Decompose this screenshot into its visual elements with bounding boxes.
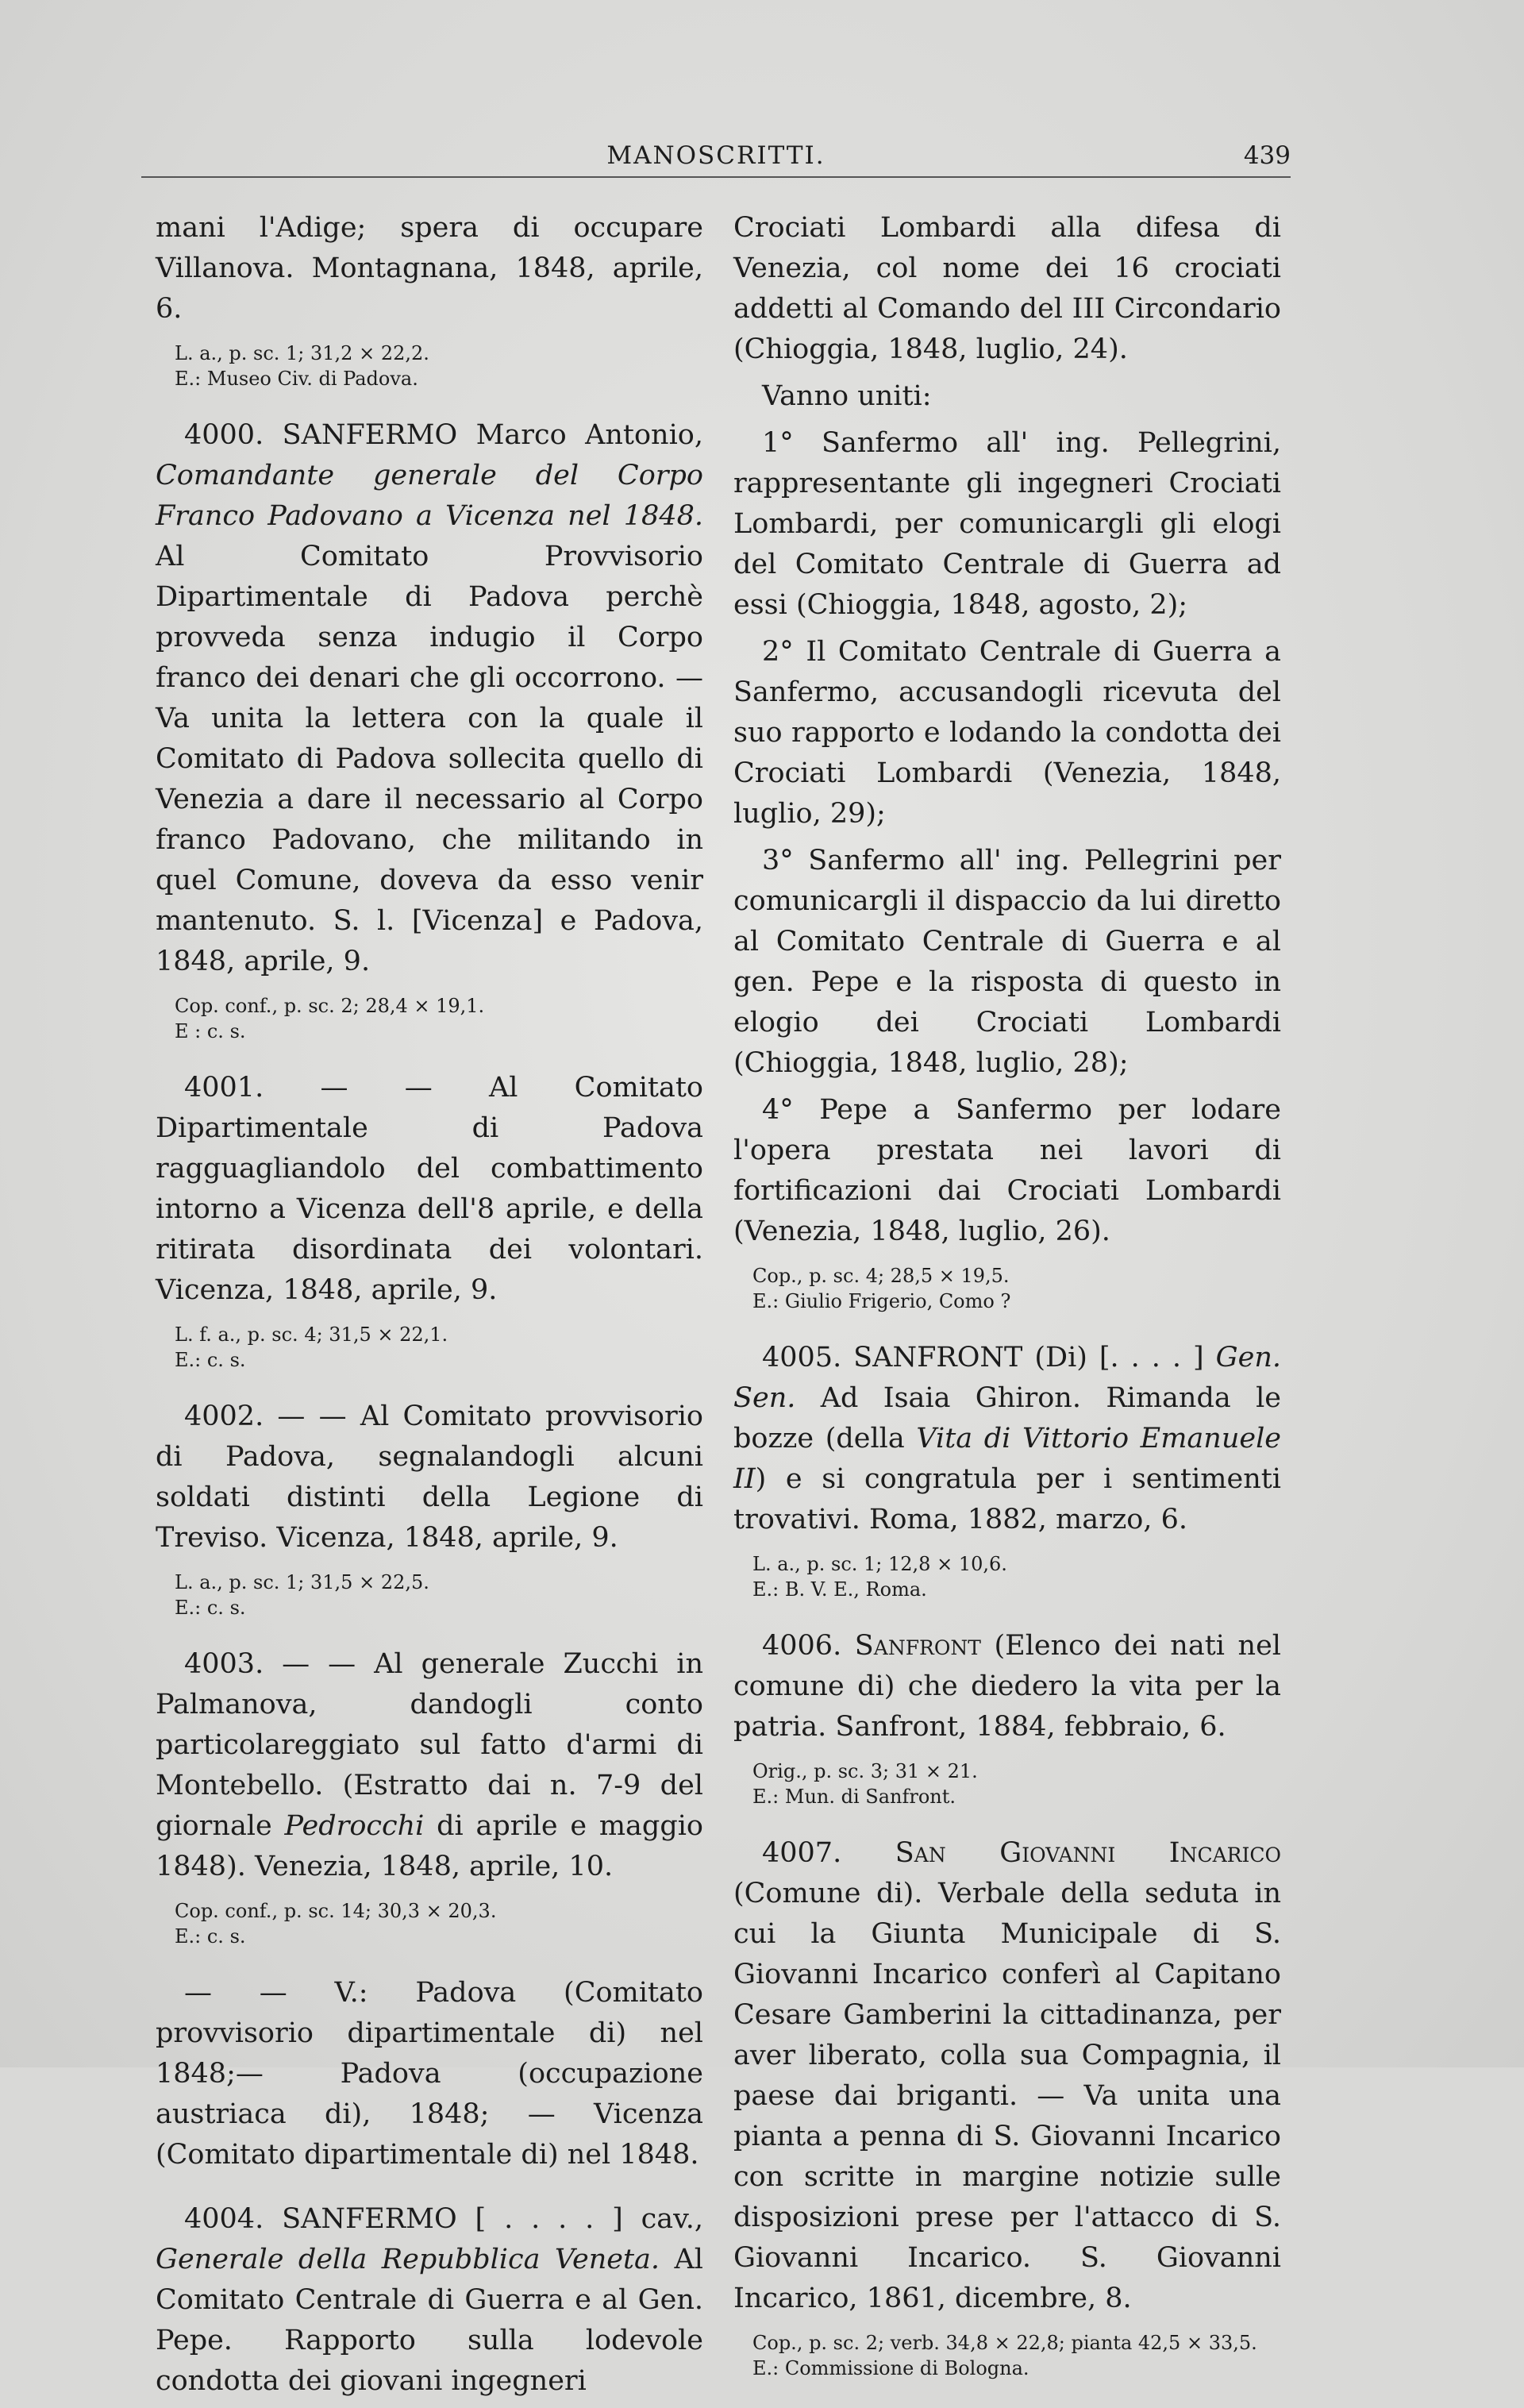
meta-line: L. a., p. sc. 1; 31,5 × 22,5.	[175, 1571, 429, 1593]
entry-heading: San Giovanni Incarico	[895, 1837, 1282, 1869]
entry-text: Al Comitato Centrale di Guerra e al Gen. Pepe. Rapporto sulla lodevole condotta dei giovani ingegneri	[156, 2244, 703, 2397]
entry-text: (Elenco dei nati nel comune di) che diedero la vita per la patria. Sanfront, 1884, febbraio, 6.	[733, 1630, 1281, 1743]
entry-meta	[752, 1263, 1281, 1314]
meta-line: E.: Museo Civ. di Padova.	[175, 368, 418, 390]
entry-title: Gen. Sen.	[733, 1342, 1281, 1414]
right-column	[733, 208, 1281, 2405]
meta-line: L. a., p. sc. 1; 12,8 × 10,6.	[752, 1553, 1007, 1575]
attachment-item: 2° Il Comitato Centrale di Guerra a Sanfermo, accusandogli ricevuta del suo rapporto e lodando la condotta dei Crociati Lombardi (Venezia, 1848, luglio, 29);	[733, 636, 1281, 830]
entry-meta	[175, 1570, 703, 1620]
meta-line: E.: Commissione di Bologna.	[752, 2357, 1029, 2379]
entry-title: Vita di Vittorio Emanuele II	[733, 1423, 1281, 1495]
meta-line: E.: Mun. di Sanfront.	[752, 1786, 956, 1808]
entry-text: (Comune di). Verbale della seduta in cui la Giunta Municipale di S. Giovanni Incarico conferì al Capitano Cesare Gamberini la cittadinanza, per aver liberato, colla sua Compagnia, il paese dai briganti. — Va unita una pianta a penna di S. Giovanni Incarico con scritte in margine notizie sulle disposizioni prese per l'attacco di S. Giovanni Incarico. S. Giovanni Incarico, 1861, dicembre, 8.	[733, 1878, 1281, 2314]
entry-heading: 4005. SANFRONT (Di) [. . . . ]	[762, 1342, 1216, 1374]
entry-meta	[752, 2330, 1281, 2381]
entry-4004	[156, 2199, 703, 2402]
continued-entry	[156, 208, 703, 391]
meta-line: L. f. a., p. sc. 4; 31,5 × 22,1.	[175, 1323, 448, 1346]
entry-text: Ad Isaia Ghiron. Rimanda le bozze (della	[733, 1382, 1281, 1454]
entry-4005	[733, 1338, 1281, 1602]
entry-text: ) e si congratula per i sentimenti trovativi. Roma, 1882, marzo, 6.	[733, 1463, 1281, 1535]
running-head	[141, 137, 1291, 178]
entry-text: Crociati Lombardi alla difesa di Venezia, col nome dei 16 crociati addetti al Comando del III Circondario (Chioggia, 1848, luglio, 24).	[733, 212, 1281, 365]
entry-4007	[733, 1833, 1281, 2381]
meta-line: E.: c. s.	[175, 1925, 246, 1948]
meta-line: E : c. s.	[175, 1020, 246, 1042]
meta-line: E.: Giulio Frigerio, Como ?	[752, 1290, 1011, 1312]
entry-4006	[733, 1626, 1281, 1809]
entry-heading: 4000. SANFERMO Marco Antonio,	[184, 419, 703, 451]
entry-4001	[156, 1068, 703, 1373]
entry-meta	[175, 1898, 703, 1949]
entry-title: Comandante generale del Corpo Franco Padovano a Vicenza nel 1848.	[156, 460, 703, 532]
meta-line: Cop. conf., p. sc. 2; 28,4 × 19,1.	[175, 995, 485, 1017]
entry-text: mani l'Adige; spera di occupare Villanova. Montagnana, 1848, aprile, 6.	[156, 212, 703, 325]
entry-text: 4001. — — Al Comitato Dipartimentale di Padova ragguagliandolo del combattimento intorno a Vicenza dell'8 aprile, e della ritirata disordinata dei volontari. Vicenza, 1848, aprile, 9.	[156, 1072, 703, 1306]
entry-text: di aprile e maggio 1848). Venezia, 1848, aprile, 10.	[156, 1810, 704, 1882]
entry-meta	[752, 1551, 1281, 1602]
left-column	[156, 208, 703, 2408]
entry-number: 4006.	[762, 1630, 855, 1662]
entry-text: Al Comitato Provvisorio Dipartimentale di Padova perchè provveda senza indugio il Corpo franco dei denari che gli occorrono. — Va unita la lettera con la quale il Comitato di Padova sollecita quello di Venezia a dare il necessario al Corpo franco Padovano, che militando in quel Comune, doveva da esso venir mantenuto. S. l. [Vicenza] e Padova, 1848, aprile, 9.	[156, 541, 703, 977]
entry-4002	[156, 1397, 703, 1620]
meta-line: L. a., p. sc. 1; 31,2 × 22,2.	[175, 342, 429, 364]
meta-line: Cop., p. sc. 4; 28,5 × 19,5.	[752, 1265, 1010, 1287]
meta-line: Orig., p. sc. 3; 31 × 21.	[752, 1760, 978, 1782]
meta-line: E.: c. s.	[175, 1597, 246, 1619]
meta-line: E.: c. s.	[175, 1349, 246, 1371]
entry-meta	[175, 993, 703, 1044]
entry-heading: 4004. SANFERMO [ . . . . ] cav.,	[184, 2203, 703, 2235]
entry-title: Generale della Repubblica Veneta.	[156, 2244, 660, 2275]
attachments-intro: Vanno uniti:	[762, 380, 932, 412]
running-title: MANOSCRITTI.	[606, 141, 826, 170]
meta-line: Cop. conf., p. sc. 14; 30,3 × 20,3.	[175, 1900, 497, 1922]
see-also-entry	[156, 1973, 703, 2175]
page-number: 439	[1243, 141, 1291, 170]
entry-title: Pedrocchi	[284, 1810, 425, 1842]
entry-text: 4003. — — Al generale Zucchi in Palmanova, dandogli conto particolareggiato sul fatto d'armi di Montebello. (Estratto dai n. 7-9 del giornale	[156, 1648, 703, 1842]
entry-4004-continued	[733, 208, 1281, 370]
entry-4003	[156, 1644, 703, 1949]
entry-4000	[156, 415, 703, 1044]
entry-meta	[752, 1759, 1281, 1809]
entry-heading: Sanfront	[854, 1630, 981, 1662]
entry-text: 4002. — — Al Comitato provvisorio di Padova, segnalandogli alcuni soldati distinti della Legione di Treviso. Vicenza, 1848, aprile, 9.	[156, 1400, 703, 1554]
entry-text: — — V.: Padova (Comitato provvisorio dipartimentale di) nel 1848;— Padova (occupazione austriaca di), 1848; — Vicenza (Comitato dipartimentale di) nel 1848.	[156, 1977, 703, 2171]
meta-line: E.: B. V. E., Roma.	[752, 1578, 927, 1601]
entry-meta	[175, 341, 703, 391]
entry-number: 4007.	[762, 1837, 895, 1869]
meta-line: Cop., p. sc. 2; verb. 34,8 × 22,8; pianta 42,5 × 33,5.	[752, 2332, 1257, 2354]
attachment-item: 3° Sanfermo all' ing. Pellegrini per comunicargli il dispaccio da lui diretto al Comitato Centrale di Guerra e al gen. Pepe e la risposta di questo in elogio dei Crociati Lombardi (Chioggia, 1848, luglio, 28);	[733, 845, 1281, 1079]
entry-meta	[175, 1322, 703, 1373]
attachment-item: 1° Sanfermo all' ing. Pellegrini, rappresentante gli ingegneri Crociati Lombardi, per comunicargli gli elogi del Comitato Centrale di Guerra ad essi (Chioggia, 1848, agosto, 2);	[733, 427, 1281, 621]
attachment-item: 4° Pepe a Sanfermo per lodare l'opera prestata nei lavori di fortificazioni dai Crociati Lombardi (Venezia, 1848, luglio, 26).	[733, 1094, 1281, 1247]
